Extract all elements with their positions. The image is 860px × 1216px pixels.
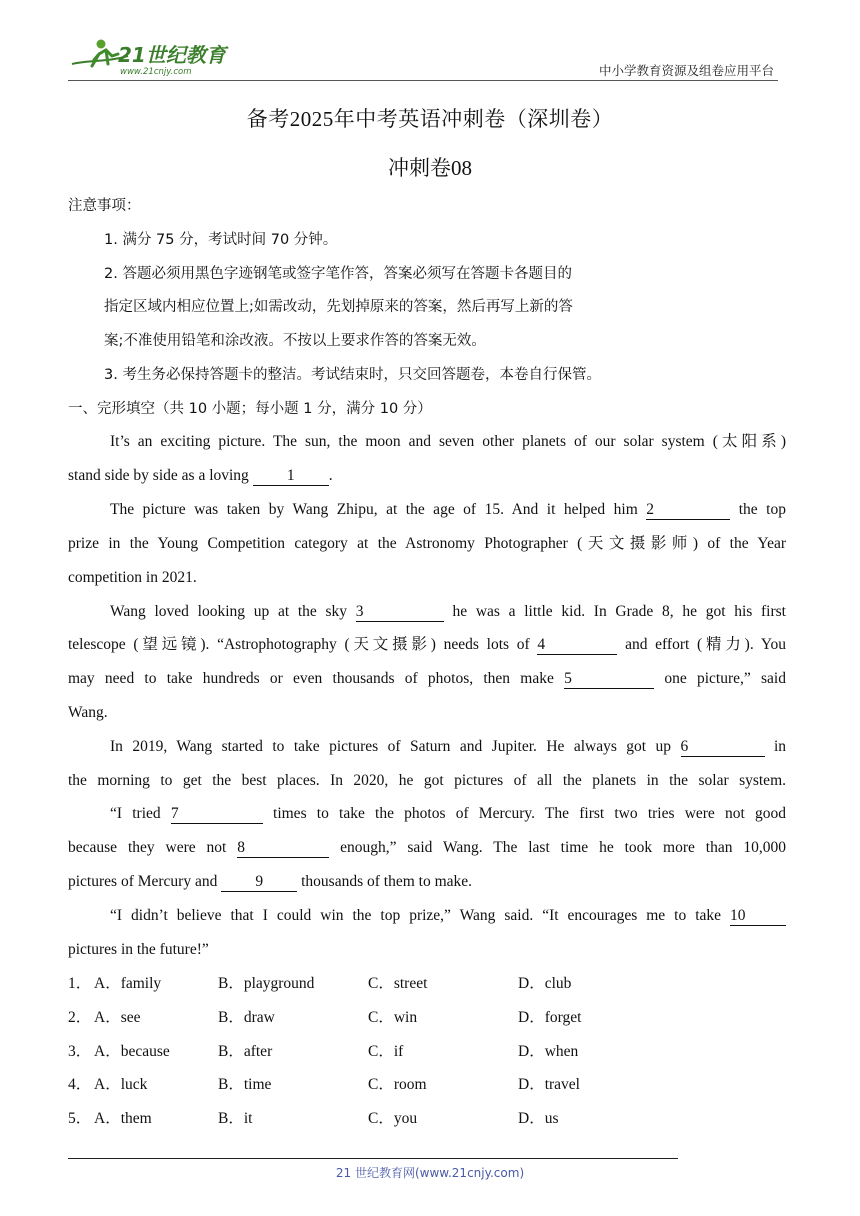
footer-divider [68, 1158, 678, 1159]
blank-6: 6 [681, 738, 765, 757]
option-c[interactable]: C．if [368, 1043, 404, 1060]
option-a[interactable]: A．luck [94, 1076, 148, 1093]
svg-text:www.21cnjy.com: www.21cnjy.com [120, 67, 192, 77]
platform-name: 中小学教育资源及组卷应用平台 [598, 63, 774, 78]
blank-5: 5 [564, 670, 654, 689]
passage-line: telescope (望远镜). “Astrophotography (天文摄影) needs lots of 4 and effort (精力). You [68, 636, 786, 653]
notice-item-2: 2. 答题必须用黑色字迹钢笔或签字笔作答，答案必须写在答题卡各题目的 [104, 266, 572, 282]
option-a[interactable]: A．them [94, 1110, 152, 1127]
option-b[interactable]: B．it [218, 1110, 253, 1127]
blank-7: 7 [171, 805, 263, 824]
passage-line: Wang loved looking up at the sky 3 he was a little kid. In Grade 8, he got his first [110, 603, 786, 620]
notice-item-2-end: 案;不准使用铅笔和涂改液。不按以上要求作答的答案无效。 [104, 333, 486, 349]
passage-line: In 2019, Wang started to take pictures of Saturn and Jupiter. He always got up 6 in [110, 738, 786, 755]
passage-line: pictures in the future!” [68, 941, 209, 958]
question-number: 2． [68, 1009, 92, 1026]
passage-line: “I tried 7 times to take the photos of Mercury. The first two tries were not good [110, 805, 786, 822]
option-c[interactable]: C．you [368, 1110, 418, 1127]
notice-item-1: 1. 满分 75 分，考试时间 70 分钟。 [104, 232, 338, 248]
option-a[interactable]: A．family [94, 975, 162, 992]
passage-line: competition in 2021. [68, 569, 197, 586]
passage-line: stand side by side as a loving 1 . [68, 467, 333, 484]
passage-line: It’s an exciting picture. The sun, the moon and seven other planets of our solar system (太阳系) [110, 433, 786, 450]
passage-line: the morning to get the best places. In 2020, he got pictures of all the planets in the solar system. [68, 772, 786, 789]
notice-item-2-cont: 指定区域内相应位置上;如需改动，先划掉原来的答案，然后再写上新的答 [104, 299, 573, 315]
site-logo [68, 34, 238, 78]
passage-line: The picture was taken by Wang Zhipu, at the age of 15. And it helped him 2 the top [110, 501, 786, 518]
passage-line: may need to take hundreds or even thousands of photos, then make 5 one picture,” said [68, 670, 786, 687]
option-c[interactable]: C．room [368, 1076, 427, 1093]
option-d[interactable]: D．us [518, 1110, 559, 1127]
option-a[interactable]: A．because [94, 1043, 170, 1060]
option-d[interactable]: D．travel [518, 1076, 580, 1093]
option-d[interactable]: D．club [518, 975, 572, 992]
blank-9: 9 [221, 873, 297, 892]
blank-2: 2 [646, 501, 730, 520]
section-heading: 一、完形填空（共 10 小题；每小题 1 分，满分 10 分） [68, 401, 432, 417]
question-number: 3． [68, 1043, 92, 1060]
passage-line: prize in the Young Competition category at the Astronomy Photographer (天文摄影师) of the Year [68, 535, 786, 552]
passage-line: “I didn’t believe that I could win the top prize,” Wang said. “It encourages me to take 10 [110, 905, 786, 927]
notice-item-3: 3. 考生务必保持答题卡的整洁。考试结束时，只交回答题卷，本卷自行保管。 [104, 367, 601, 383]
option-c[interactable]: C．win [368, 1009, 418, 1026]
page-header [68, 34, 778, 81]
question-number: 4． [68, 1076, 92, 1093]
passage-line: Wang. [68, 704, 108, 721]
option-b[interactable]: B．draw [218, 1009, 275, 1026]
question-number: 1． [68, 975, 92, 992]
blank-4: 4 [537, 636, 617, 655]
blank-1: 1 [253, 467, 329, 486]
exam-subtitle: 冲刺卷08 [388, 156, 472, 180]
exam-title: 备考2025年中考英语冲刺卷（深圳卷） [246, 107, 614, 131]
option-b[interactable]: B．after [218, 1043, 273, 1060]
footer-text[interactable]: 21 世纪教育网(www.21cnjy.com) [335, 1166, 525, 1180]
option-a[interactable]: A．see [94, 1009, 141, 1026]
passage-line: because they were not 8 enough,” said Wang. The last time he took more than 10,000 [68, 839, 786, 856]
notice-heading: 注意事项： [68, 198, 141, 214]
option-b[interactable]: B．time [218, 1076, 272, 1093]
blank-3: 3 [356, 603, 444, 622]
option-c[interactable]: C．street [368, 975, 428, 992]
option-d[interactable]: D．when [518, 1043, 579, 1060]
option-d[interactable]: D．forget [518, 1009, 582, 1026]
option-b[interactable]: B．playground [218, 975, 315, 992]
blank-8: 8 [237, 839, 329, 858]
svg-text:21世纪教育: 21世纪教育 [118, 43, 226, 67]
blank-10: 10 [730, 907, 786, 926]
passage-line: pictures of Mercury and 9 thousands of them to make. [68, 873, 473, 890]
question-number: 5． [68, 1110, 92, 1127]
